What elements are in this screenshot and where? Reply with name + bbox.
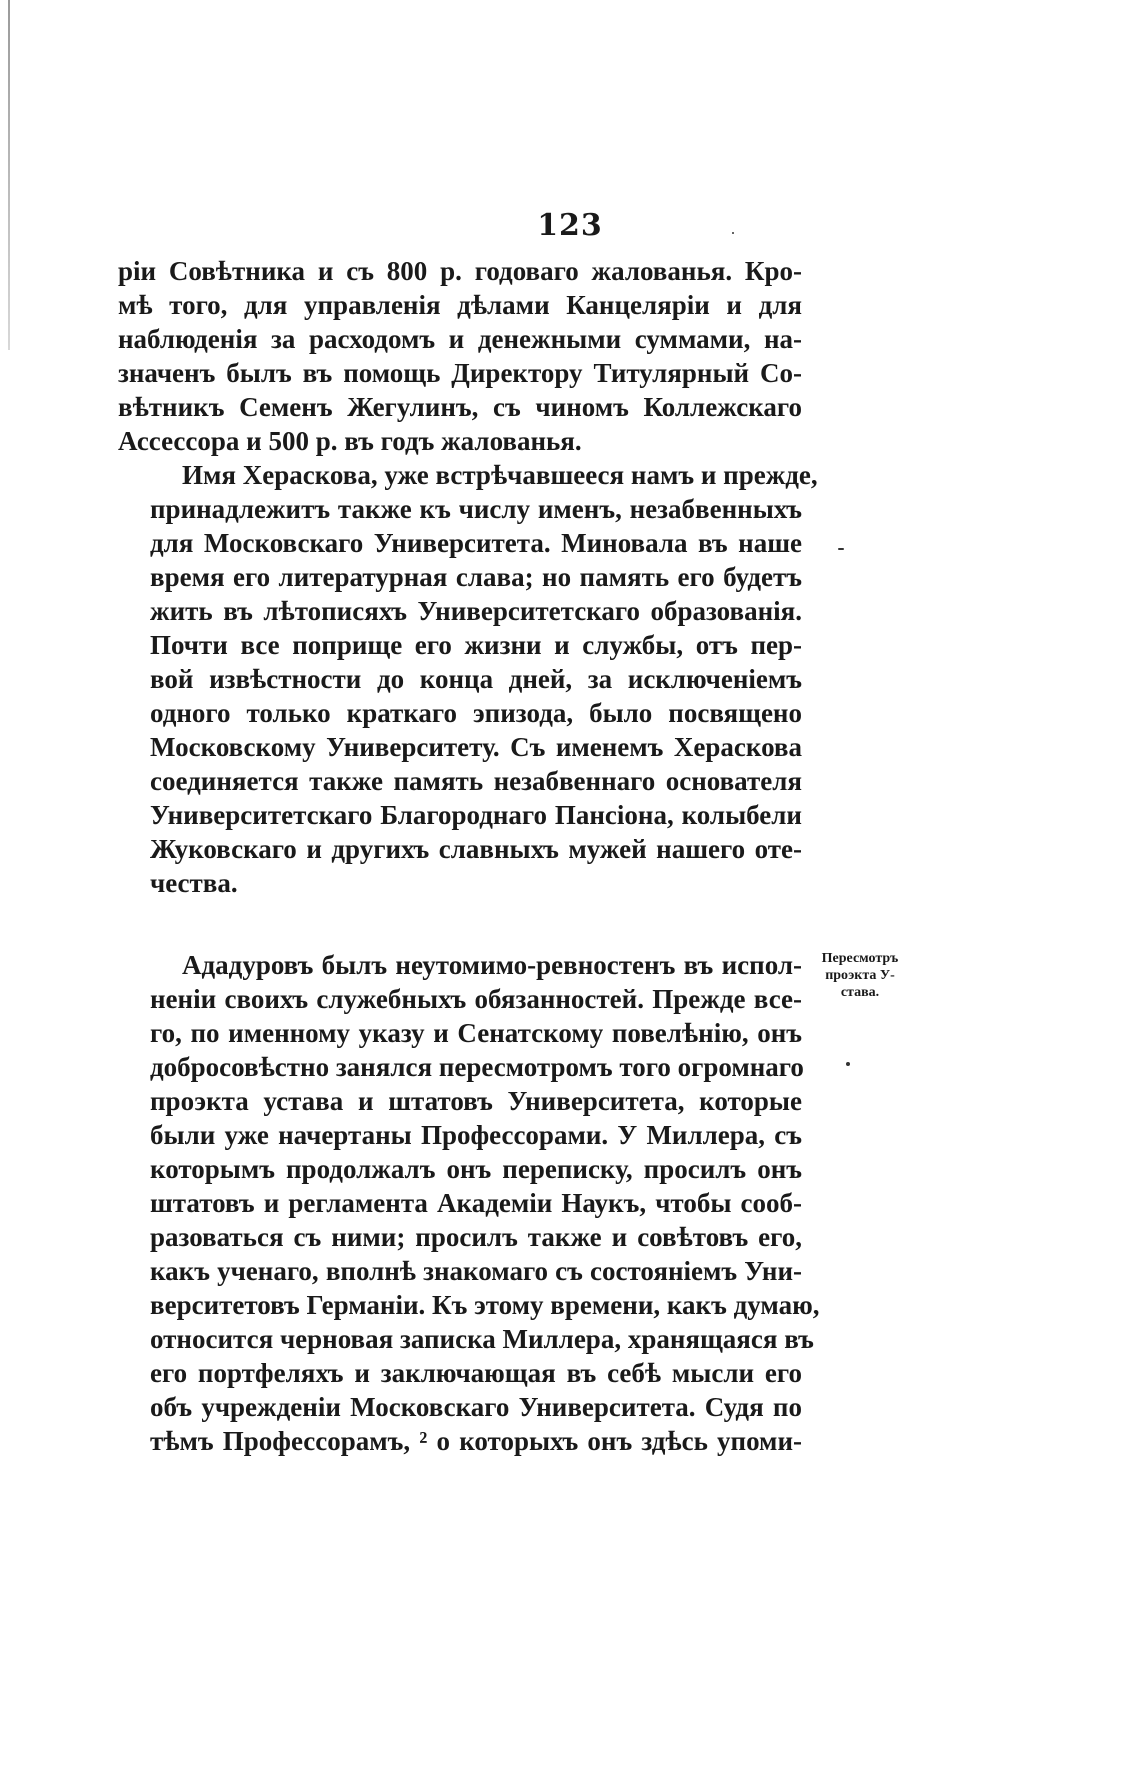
text-line: относится черновая записка Миллера, хранящаяся въ bbox=[150, 1324, 814, 1354]
paragraph-3 bbox=[118, 948, 820, 1458]
text-line: наблюденiя за расходомъ и денежными суммами, на- bbox=[118, 324, 802, 354]
text-line: время его литературная слава; но память его будетъ bbox=[150, 562, 802, 592]
text-line: принадлежитъ также къ числу именъ, незабвенныхъ bbox=[150, 494, 802, 524]
paragraph-1 bbox=[118, 254, 802, 458]
text-line: какъ ученаго, вполнѣ знакомаго съ состоянiемъ Уни- bbox=[150, 1256, 802, 1286]
text-line: Имя Хераскова, уже встрѣчавшееся намъ и прежде, bbox=[182, 460, 818, 490]
scan-speck bbox=[732, 232, 734, 234]
text-line: объ учрежденiи Московскаго Университета. Судя по bbox=[150, 1392, 802, 1422]
text-line: ненiи своихъ служебныхъ обязанностей. Прежде все- bbox=[150, 984, 802, 1014]
text-line: одного только краткаго эпизода, было посвящено bbox=[150, 698, 802, 728]
text-line: мѣ того, для управленiя дѣлами Канцелярiи и для bbox=[118, 290, 802, 320]
scan-edge-line bbox=[8, 0, 10, 350]
margin-note bbox=[812, 950, 908, 1001]
text-line: добросовѣстно занялся пересмотромъ того огромнаго bbox=[150, 1052, 804, 1082]
text-line: которымъ продолжалъ онъ переписку, просилъ онъ bbox=[150, 1154, 802, 1184]
text-line: Жуковскаго и другихъ славныхъ мужей нашего оте- bbox=[150, 834, 802, 864]
text-line: Университетскаго Благороднаго Пансiона, колыбели bbox=[150, 800, 802, 830]
text-line: Почти все поприще его жизни и службы, отъ пер- bbox=[150, 630, 802, 660]
text-line: верситетовъ Германiи. Къ этому времени, какъ думаю, bbox=[150, 1290, 820, 1320]
text-line: го, по именному указу и Сенатскому повелѣнiю, онъ bbox=[150, 1018, 802, 1048]
paragraph-2 bbox=[118, 458, 818, 900]
text-line: тѣмъ Профессорамъ, ² о которыхъ онъ здѣсь упоми- bbox=[150, 1426, 802, 1456]
page-number: 123 bbox=[537, 208, 603, 243]
text-line: рiи Совѣтника и съ 800 р. годоваго жалованья. Кро- bbox=[118, 256, 802, 286]
text-line: Ассессора и 500 р. въ годъ жалованья. bbox=[118, 426, 582, 456]
text-line: для Московскаго Университета. Миновала въ наше bbox=[150, 528, 802, 558]
text-line: соединяется также память незабвеннаго основателя bbox=[150, 766, 802, 796]
text-line: вой извѣстности до конца дней, за исключенiемъ bbox=[150, 664, 802, 694]
text-line: его портфеляхъ и заключающая въ себѣ мысли его bbox=[150, 1358, 802, 1388]
scan-speck bbox=[846, 1062, 850, 1066]
text-line: проэкта устава и штатовъ Университета, которые bbox=[150, 1086, 802, 1116]
text-line: Московскому Университету. Съ именемъ Хераскова bbox=[150, 732, 802, 762]
margin-note-line: става. bbox=[840, 985, 880, 1000]
text-line: разоваться съ ними; просилъ также и совѣтовъ его, bbox=[150, 1222, 802, 1252]
text-line: Ададуровъ былъ неутомимо-ревностенъ въ испол- bbox=[182, 950, 802, 980]
text-line: были уже начертаны Профессорами. У Миллера, съ bbox=[150, 1120, 802, 1150]
text-line: жить въ лѣтописяхъ Университетскаго образованiя. bbox=[150, 596, 802, 626]
text-line: штатовъ и регламента Академiи Наукъ, чтобы сооб- bbox=[150, 1188, 802, 1218]
text-line: вѣтникъ Семенъ Жегулинъ, съ чиномъ Коллежскаго bbox=[118, 392, 802, 422]
margin-note-line: проэкта У- bbox=[825, 968, 895, 983]
margin-note-line: Пересмотръ bbox=[821, 951, 899, 966]
text-line: значенъ былъ въ помощь Директору Титулярный Со- bbox=[118, 358, 802, 388]
text-line: чества. bbox=[150, 868, 238, 898]
scan-speck bbox=[838, 548, 844, 550]
